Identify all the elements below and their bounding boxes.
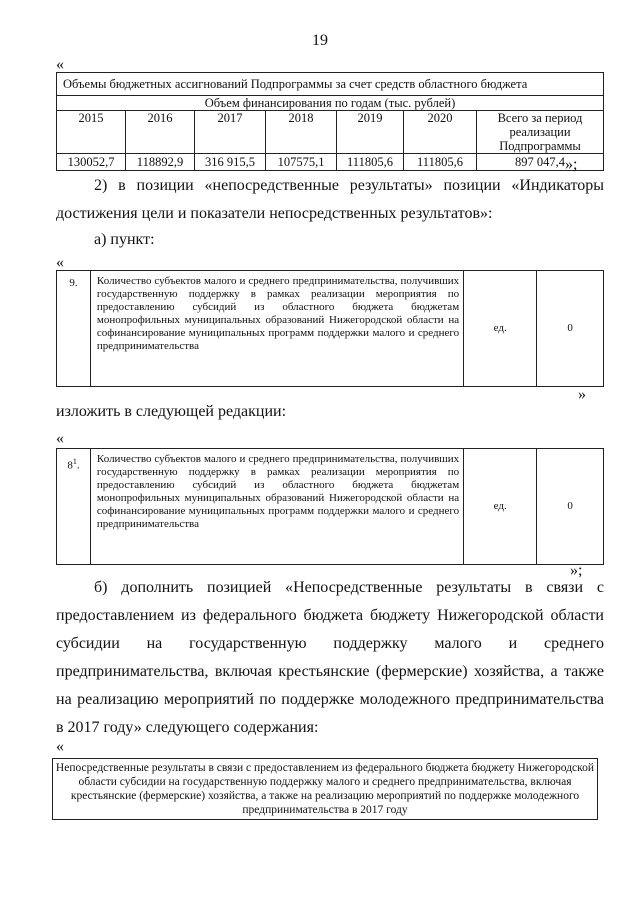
value-cell: 0: [537, 271, 604, 387]
indicator-text: Количество субъектов малого и среднего предпринимательства, получивших государственную поддержку в рамках реализации мероприятия по предоставлению субсидий из областного бюджета бюджетам монопрофильных муниципальных образований Нижегородской области на софинансирование муниципальных программ поддержки малого и среднего предпринимательства: [90, 449, 463, 565]
value-2016: 118892,9: [126, 154, 195, 171]
unit-cell: ед.: [464, 449, 537, 565]
row-number: 9.: [57, 271, 91, 387]
quote-open-2: «: [56, 254, 64, 271]
indicator-text: Количество субъектов малого и среднего предпринимательства, получивших государственную поддержку в рамках реализации мероприятия по предоставлению субсидий из областного бюджета бюджетам монопрофильных муниципальных образований Нижегородской области на софинансирование муниципальных программ поддержки малого и среднего предпринимательства: [90, 271, 463, 387]
row-number-main: 8: [67, 459, 73, 472]
results-box: Непосредственные результаты в связи с предоставлением из федерального бюджета бюджету Нижегородской области субсидии на государственную поддержку малого и среднего предпринимательства, включая крестьянские (фермерские) хозяйства, а также на реализацию мероприятий по поддержке молодежного предпринимательства в 2017 году: [52, 758, 598, 820]
value-cell: 0: [537, 449, 604, 565]
paragraph-a: а) пункт:: [94, 231, 155, 248]
paragraph-b: б) дополнить позицией «Непосредственные результаты в связи с предоставлением из федерального бюджета бюджету Нижегородской области субсидии на государственную поддержку малого и среднего предпринимательства, включая крестьянские (фермерские) хозяйства, а также на реализацию мероприятий по поддержке молодежного предпринимательства в 2017 году» следующего содержания:: [56, 579, 604, 736]
quote-open-4: «: [56, 738, 64, 755]
value-2019: 111805,6: [337, 154, 404, 171]
quote-open-3: «: [56, 430, 64, 447]
page-number: 19: [312, 32, 328, 49]
value-2018: 107575,1: [266, 154, 337, 171]
year-2016: 2016: [126, 111, 195, 154]
budget-table: [56, 72, 604, 171]
budget-title: Объемы бюджетных ассигнований Подпрограммы за счет средств областного бюджета: [57, 73, 604, 96]
quote-close-3: »;: [570, 562, 583, 579]
year-2020: 2020: [404, 111, 477, 154]
paragraph-2: 2) в позиции «непосредственные результаты» позиции «Индикаторы достижения цели и показатели непосредственных результатов»:: [56, 177, 604, 222]
year-2015: 2015: [57, 111, 126, 154]
quote-open: «: [56, 56, 64, 73]
quote-close-2: »: [578, 386, 586, 403]
unit-cell: ед.: [464, 271, 537, 387]
year-2017: 2017: [195, 111, 266, 154]
value-2017: 316 915,5: [195, 154, 266, 171]
year-2018: 2018: [266, 111, 337, 154]
row-number: [57, 449, 91, 565]
value-2015: 130052,7: [57, 154, 126, 171]
indicator-table-old: [56, 270, 604, 387]
quote-close-1: »;: [565, 156, 578, 173]
row-number-suffix: .: [76, 459, 80, 472]
value-total: 897 047,4: [477, 154, 604, 171]
paragraph-new-edition: изложить в следующей редакции:: [56, 403, 287, 420]
budget-subtitle: Объем финансирования по годам (тыс. рублей): [57, 96, 604, 111]
total-header: Всего за период реализации Подпрограммы: [477, 111, 604, 154]
row-number-superscript: 1: [72, 457, 77, 466]
indicator-table-new: [56, 448, 604, 565]
value-2020: 111805,6: [404, 154, 477, 171]
year-2019: 2019: [337, 111, 404, 154]
